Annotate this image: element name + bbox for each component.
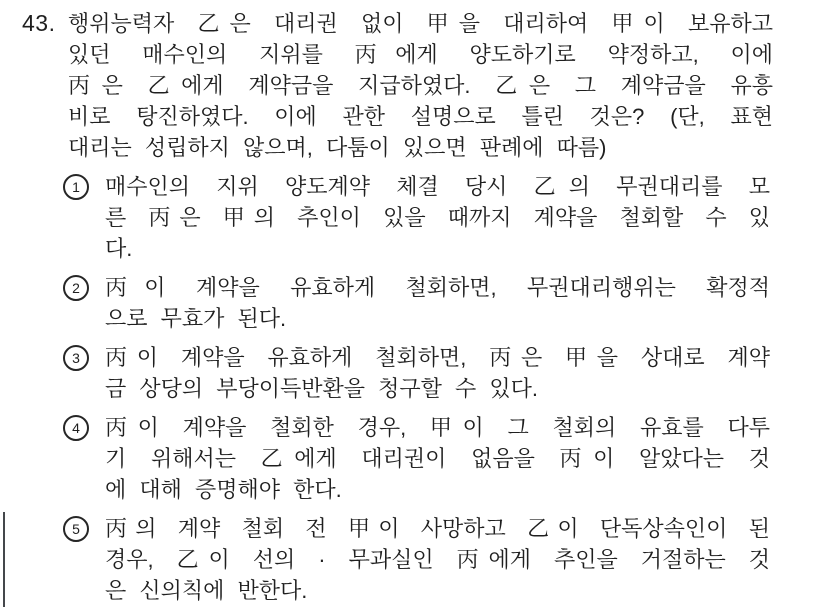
circled-number-icon [63,345,89,371]
question-line: 丙은 乙에게 계약금을 지급하였다. 乙은 그 계약금을 유흥 [68,73,773,98]
option-line: 에 대해 증명해야 한다. [105,477,342,502]
option-1-number-col [63,171,105,264]
option-line: 금 상당의 부당이득반환을 청구할 수 있다. [105,376,538,401]
question-line: 대리는 성립하지 않으며, 다툼이 있으면 판례에 따름) [68,135,607,160]
option-line: 丙이 계약을 유효하게 철회하면, 丙은 甲을 상대로 계약 [105,345,770,370]
option-line: 다. [105,236,133,261]
option-3-number-col [63,342,105,404]
option-2-text [105,272,770,334]
option-line: 른 丙은 甲의 추인이 있을 때까지 계약을 철회할 수 있 [105,205,770,230]
option-number: 2 [72,280,80,296]
option-number: 5 [72,521,80,537]
option-number: 1 [72,179,80,195]
option-line: 으로 무효가 된다. [105,306,287,331]
option-3-text [105,342,770,404]
question-text [68,8,773,163]
option-line: 丙의 계약 철회 전 甲이 사망하고 乙이 단독상속인이 된 [105,516,770,541]
option-4-text [105,412,770,505]
circled-number-icon [63,415,89,441]
circled-number-icon [63,516,89,542]
option-4-number-col [63,412,105,505]
page-edge-rule [3,512,5,607]
option-1 [63,171,826,264]
option-2 [63,272,826,334]
circled-number-icon [63,275,89,301]
option-3 [63,342,826,404]
option-line: 丙이 계약을 유효하게 철회하면, 무권대리행위는 확정적 [105,275,770,300]
question-stem [22,8,826,163]
option-line: 기 위해서는 乙에게 대리권이 없음을 丙이 알았다는 것 [105,446,770,471]
question-43-block [0,8,826,607]
question-line: 있던 매수인의 지위를 丙에게 양도하기로 약정하고, 이에 [68,42,773,67]
option-4 [63,412,826,505]
option-number: 3 [72,350,80,366]
option-line: 경우, 乙이 선의 · 무과실인 丙에게 추인을 거절하는 것 [105,547,770,572]
option-5 [63,513,826,606]
option-number: 4 [72,420,80,436]
option-5-text [105,513,770,606]
option-1-text [105,171,770,264]
option-line: 매수인의 지위 양도계약 체결 당시 乙의 무권대리를 모 [105,174,770,199]
question-number: 43. [22,10,56,36]
option-line: 은 신의칙에 반한다. [105,578,308,603]
option-5-number-col [63,513,105,606]
question-line: 행위능력자 乙은 대리권 없이 甲을 대리하여 甲이 보유하고 [68,11,773,36]
option-line: 丙이 계약을 철회한 경우, 甲이 그 철회의 유효를 다투 [105,415,770,440]
question-line: 비로 탕진하였다. 이에 관한 설명으로 틀린 것은? (단, 표현 [68,104,773,129]
circled-number-icon [63,174,89,200]
option-2-number-col [63,272,105,334]
